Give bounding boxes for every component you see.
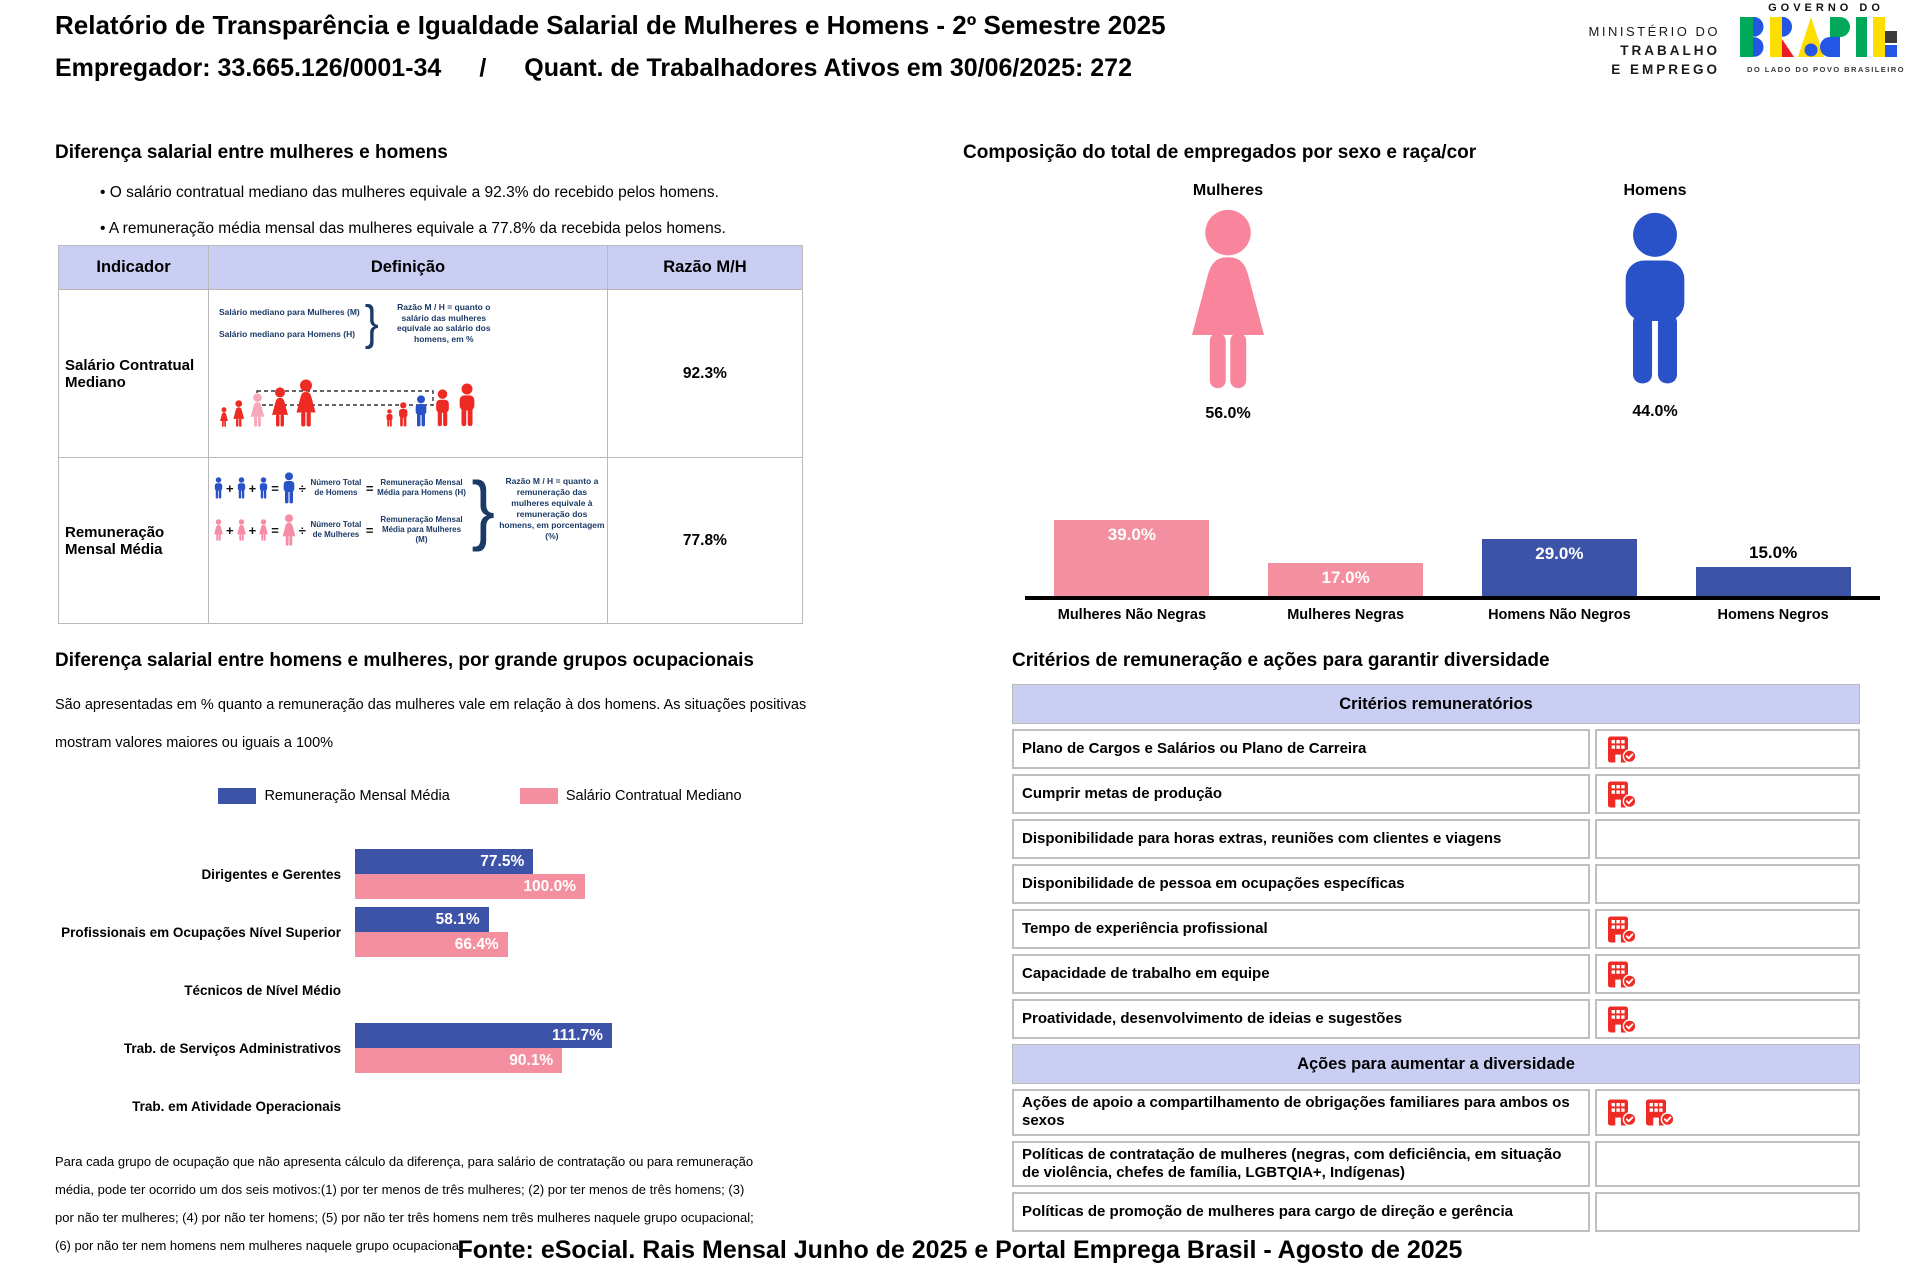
criteria-row (1012, 864, 1860, 904)
race-bar-value: 15.0% (1749, 542, 1798, 562)
mean-ratio-note: Razão M / H = quanto a remuneração das mulheres equivale à remuneração dos homens, em porcentagem (%) (499, 475, 605, 542)
criteria-status-cell (1595, 999, 1860, 1039)
criteria-text: Disponibilidade para horas extras, reuniões com clientes e viagens (1012, 819, 1590, 859)
ministry-line2: TRABALHO (1620, 43, 1720, 58)
man-icon (258, 477, 269, 499)
women-total-label: Número Total de Mulheres (310, 520, 362, 539)
employer-id: Empregador: 33.665.126/0001-34 (55, 54, 442, 82)
occ-category-label: Técnicos de Nível Médio (184, 982, 341, 998)
governo-do-brasil-logo (1738, 0, 1918, 78)
men-composition-block (1555, 182, 1755, 421)
criteria-text: Capacidade de trabalho em equipe (1012, 954, 1590, 994)
criteria-status-cell (1595, 909, 1860, 949)
company-check-icon (1645, 1099, 1675, 1126)
women-label: Mulheres (1192, 182, 1264, 199)
definition-diagram-mean (209, 458, 608, 624)
criteria-text: Proatividade, desenvolvimento de ideias e sugestões (1012, 999, 1590, 1039)
legend-item-salario (520, 788, 742, 804)
men-result-label: Remuneração Mensal Média para Homens (H) (377, 478, 466, 497)
occ-bar-value: 58.1% (435, 911, 480, 928)
women-composition-block (1128, 182, 1328, 423)
criteria-table (1012, 684, 1860, 1237)
race-bar (1482, 539, 1637, 596)
criteria-row (1012, 819, 1860, 859)
company-check-icon (1607, 961, 1637, 988)
plus-operator: + (248, 522, 257, 538)
table-row-remuneracao-media (59, 458, 803, 624)
brasil-logo-bottom-text: DO LADO DO POVO BRASILEIRO (1747, 65, 1905, 74)
man-figure-icon (1611, 210, 1699, 388)
criteria-group-header: Ações para aumentar a diversidade (1012, 1044, 1860, 1084)
occ-bar (355, 1023, 612, 1048)
criteria-status-cell (1595, 729, 1860, 769)
plus-operator: + (226, 480, 234, 496)
indicator-table (58, 245, 803, 624)
criteria-row (1012, 729, 1860, 769)
woman-icon-large (281, 514, 297, 546)
woman-icon (213, 519, 224, 541)
race-bar-value: 39.0% (1107, 524, 1156, 544)
brasil-logo-top-text: GOVERNO DO (1768, 2, 1884, 14)
occ-bar-group (355, 1023, 612, 1073)
criteria-row (1012, 1089, 1860, 1136)
race-bar-slot (1239, 563, 1453, 596)
ratio-value-median: 92.3% (607, 290, 802, 458)
race-category-label: Homens Negros (1717, 607, 1829, 623)
median-people-diagram (217, 347, 517, 433)
composition-heading: Composição do total de empregados por sexo e raça/cor (963, 142, 1477, 163)
ratio-value-mean: 77.8% (607, 458, 802, 624)
criteria-text: Políticas de contratação de mulheres (negras, com deficiência, em situação de violência, chefes de família, LGBTQIA+, Indígenas) (1012, 1141, 1590, 1188)
occ-bar-group (355, 849, 585, 899)
active-workers: Quant. de Trabalhadores Ativos em 30/06/2025: 272 (524, 54, 1132, 82)
occupational-subtitle-2: mostram valores maiores ou iguais a 100% (55, 735, 334, 751)
criteria-text: Ações de apoio a compartilhamento de obrigações familiares para ambos os sexos (1012, 1089, 1590, 1136)
race-bar-slot (1025, 520, 1239, 596)
criteria-row (1012, 1192, 1860, 1232)
occ-bar-value: 66.4% (454, 936, 499, 953)
occ-category-row (55, 1019, 745, 1077)
plus-operator: + (248, 480, 257, 496)
occ-category-row (55, 845, 745, 903)
criteria-row (1012, 954, 1860, 994)
occ-bar (355, 1048, 562, 1073)
occupational-bar-chart (55, 845, 745, 1135)
legend-label: Remuneração Mensal Média (264, 788, 450, 804)
race-bar (1696, 567, 1851, 596)
equals-operator: = (271, 522, 279, 538)
race-category-label: Mulheres Negras (1287, 607, 1405, 623)
median-ratio-note: Razão M / H = quanto o salário das mulheres equivale ao salário dos homens, em % (397, 302, 491, 344)
criteria-text: Cumprir metas de produção (1012, 774, 1590, 814)
criteria-status-cell (1595, 1141, 1860, 1188)
company-check-icon (1607, 916, 1637, 943)
occupational-heading: Diferença salarial entre homens e mulheres, por grande grupos ocupacionais (55, 650, 754, 671)
criteria-text: Plano de Cargos e Salários ou Plano de Carreira (1012, 729, 1590, 769)
company-check-icon (1607, 781, 1637, 808)
company-check-icon (1607, 736, 1637, 763)
median-women-label: Salário mediano para Mulheres (M) (219, 307, 360, 318)
criteria-status-cell (1595, 774, 1860, 814)
occ-bar (355, 932, 508, 957)
women-average-formula (213, 514, 468, 546)
company-check-icon (1607, 1006, 1637, 1033)
men-label: Homens (1623, 182, 1687, 199)
occ-bar (355, 874, 585, 899)
race-chart-plot-area (1025, 505, 1880, 600)
table-row-salario-mediano (59, 290, 803, 458)
occ-bar-value: 111.7% (552, 1027, 603, 1044)
occ-bar-value: 90.1% (509, 1052, 554, 1069)
salary-gap-bullet-1: • O salário contratual mediano das mulheres equivale a 92.3% do recebido pelos homens. (100, 184, 719, 201)
employer-line (55, 54, 1170, 83)
median-men-label: Salário mediano para Homens (H) (219, 329, 356, 340)
criteria-text: Tempo de experiência profissional (1012, 909, 1590, 949)
criteria-heading: Critérios de remuneração e ações para garantir diversidade (1012, 650, 1550, 671)
race-bar (1054, 520, 1209, 596)
men-percent: 44.0% (1632, 403, 1678, 420)
header-indicador: Indicador (59, 246, 209, 290)
women-result-label: Remuneração Mensal Média para Mulheres (M) (380, 515, 463, 544)
race-bar-value: 17.0% (1321, 567, 1370, 587)
header-definicao: Definição (209, 246, 608, 290)
equals-operator: = (271, 480, 279, 496)
race-bar (1268, 563, 1423, 596)
legend-swatch-blue (218, 788, 256, 804)
definition-diagram-median (209, 290, 608, 458)
divide-operator: ÷ (298, 522, 306, 538)
occ-bar-group (355, 907, 508, 957)
woman-icon (258, 519, 269, 541)
occ-category-label: Trab. de Serviços Administrativos (123, 1040, 341, 1056)
occ-category-label: Trab. em Atividade Operacionais (132, 1098, 341, 1114)
equals-operator: = (365, 480, 374, 496)
race-bar-value: 29.0% (1535, 544, 1584, 564)
man-icon (213, 477, 224, 499)
divide-operator: ÷ (298, 480, 306, 496)
occ-category-row (55, 903, 745, 961)
criteria-row (1012, 774, 1860, 814)
occ-category-label: Profissionais em Ocupações Nível Superior (61, 924, 341, 940)
criteria-status-cell (1595, 954, 1860, 994)
woman-icon (236, 519, 247, 541)
criteria-status-cell (1595, 819, 1860, 859)
race-category-label: Homens Não Negros (1488, 607, 1631, 623)
source-footer: Fonte: eSocial. Rais Mensal Junho de 2025 e Portal Emprega Brasil - Agosto de 2025 (457, 1236, 1463, 1264)
criteria-row (1012, 1141, 1860, 1188)
occ-bar (355, 907, 489, 932)
indicator-name: Remuneração Mensal Média (59, 458, 209, 624)
plus-operator: + (226, 522, 234, 538)
legend-label: Salário Contratual Mediano (565, 788, 742, 804)
separator: / (479, 54, 487, 82)
brace-glyph: } (364, 295, 379, 350)
race-bar-slot (1453, 539, 1667, 596)
woman-figure-icon (1182, 208, 1274, 390)
occ-category-row (55, 961, 745, 1019)
indicator-name: Salário Contratual Mediano (59, 290, 209, 458)
occ-bar-value: 77.5% (480, 853, 525, 870)
man-icon-large (281, 472, 297, 504)
salary-gap-bullet-2: • A remuneração média mensal das mulheres equivale a 77.8% da recebida pelos homens. (100, 220, 726, 237)
women-percent: 56.0% (1205, 405, 1251, 422)
men-average-formula (213, 472, 468, 504)
occupational-legend (200, 788, 760, 804)
ministry-logo (1470, 22, 1720, 79)
occupational-footnote: Para cada grupo de ocupação que não apresenta cálculo da diferença, para salário de contratação ou para remuneração média, pode ter ocorrido um dos seis motivos:(1) por ter menos de três mulheres; (2) por ter menos de três homens; (3) por não ter mulheres; (4) por não ter homens; (5) por não ter três homens nem três mulheres naquele grupo ocupacional; (6) por não ter nem homens nem mulheres naquele grupo ocupacional (55, 1154, 754, 1253)
criteria-row (1012, 999, 1860, 1039)
ministry-line1: MINISTÉRIO DO (1588, 24, 1720, 39)
legend-swatch-pink (520, 788, 558, 804)
ministry-line3: E EMPREGO (1611, 62, 1720, 77)
occ-bar (355, 849, 533, 874)
occ-bar-value: 100.0% (523, 878, 576, 895)
header-razao: Razão M/H (607, 246, 802, 290)
brace-glyph: } (471, 466, 495, 552)
equals-operator: = (365, 522, 374, 538)
race-chart-category-axis (1025, 607, 1880, 623)
race-category-label: Mulheres Não Negras (1057, 607, 1207, 623)
criteria-row (1012, 909, 1860, 949)
occ-category-row (55, 1077, 745, 1135)
man-icon (236, 477, 247, 499)
race-bar-slot (1666, 543, 1880, 596)
indicator-table-header-row (59, 246, 803, 290)
criteria-text: Políticas de promoção de mulheres para cargo de direção e gerência (1012, 1192, 1590, 1232)
criteria-status-cell (1595, 1089, 1860, 1136)
criteria-status-cell (1595, 864, 1860, 904)
legend-item-remuneracao (218, 788, 449, 804)
salary-gap-heading: Diferença salarial entre mulheres e homens (55, 142, 448, 163)
criteria-status-cell (1595, 1192, 1860, 1232)
brasil-logo-letters (1740, 17, 1897, 57)
occ-category-label: Dirigentes e Gerentes (201, 866, 341, 882)
men-total-label: Número Total de Homens (310, 478, 362, 497)
page-title: Relatório de Transparência e Igualdade Salarial de Mulheres e Homens - 2º Semestre 2025 (55, 10, 1166, 40)
race-composition-chart (1025, 505, 1880, 623)
criteria-text: Disponibilidade de pessoa em ocupações específicas (1012, 864, 1590, 904)
criteria-group-header: Critérios remuneratórios (1012, 684, 1860, 724)
occupational-subtitle-1: São apresentadas em % quanto a remuneração das mulheres vale em relação à dos homens. As situações positivas (55, 697, 807, 713)
company-check-icon (1607, 1099, 1637, 1126)
